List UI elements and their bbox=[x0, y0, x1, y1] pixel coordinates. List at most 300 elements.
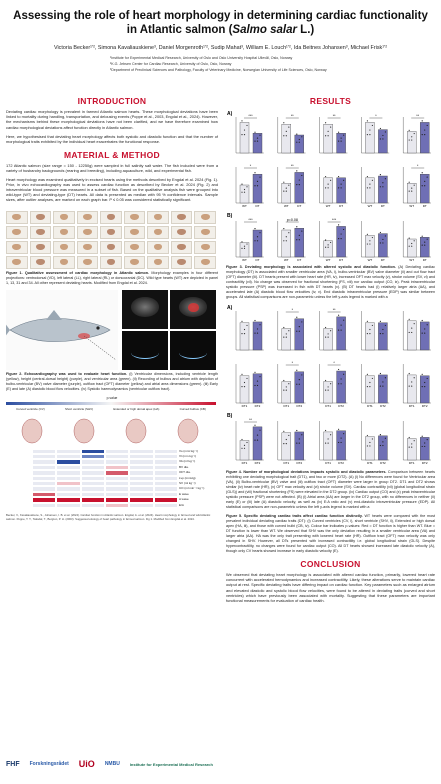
data-point bbox=[254, 385, 255, 386]
methods-heading: MATERIAL & METHOD bbox=[64, 150, 160, 161]
bar-group-1 bbox=[240, 243, 249, 257]
data-point bbox=[259, 376, 260, 377]
data-point bbox=[341, 184, 342, 185]
data-point bbox=[341, 141, 342, 142]
bar-group-2 bbox=[337, 317, 346, 350]
data-point bbox=[301, 175, 302, 176]
group-label: DT1 bbox=[325, 404, 331, 408]
data-point bbox=[246, 186, 247, 187]
data-point bbox=[369, 243, 370, 244]
data-point bbox=[296, 184, 297, 185]
data-point bbox=[338, 369, 339, 370]
data-point bbox=[341, 383, 342, 384]
heart-photo bbox=[6, 256, 28, 269]
data-point bbox=[325, 380, 326, 381]
data-point bbox=[254, 228, 255, 229]
data-point bbox=[259, 176, 260, 177]
figure-5-caption: Figure 5. Specific deviating cardiac traits affect cardiac function distinctly. WT hearts were compared with the most prevalent individual deviating cardiac traits (DT): (i) Curved ventricles (CV, i), short ventricle (SHV, ii), Extended or high dorsal apex (HA, iii), and those with curved bulbi (CB, iv). Colour bar indicates p-values: Red = DT function is higher than WT. Blue = DT function is lower than WT. We observed that SHV was the only deviation resulting in a smaller ventricular area (VA) and larger atria (AA). HA was the only trait presenting with lowered heart rate (HR). Outflow tract (OFT) max velocity was only changed in SHV. However, all DTs presented with increased contractility i.e. global longitudinal strain (GLS). Despite hypercontractility, no changes were found for cardiac output (CO). All DT hearts showed increased late diastolic velocity (A), though only CV hearts showed increase in early diastolic velocity (E). bbox=[226, 514, 435, 553]
data-point bbox=[244, 134, 245, 135]
data-point bbox=[409, 238, 410, 239]
data-point bbox=[296, 134, 297, 135]
heatmap-row-label: Lvp (mmHg) bbox=[179, 475, 196, 480]
data-point bbox=[257, 435, 258, 436]
data-point bbox=[409, 437, 410, 438]
group-label: DT1 bbox=[283, 461, 290, 465]
data-point bbox=[382, 239, 383, 240]
bar-group-2 bbox=[253, 322, 262, 350]
data-point bbox=[411, 139, 412, 140]
data-point bbox=[341, 325, 342, 326]
data-point bbox=[288, 330, 289, 331]
data-point bbox=[338, 442, 339, 443]
echo-panels bbox=[122, 290, 216, 370]
poster-title bbox=[6, 9, 435, 37]
data-point bbox=[424, 185, 425, 186]
data-point bbox=[427, 439, 428, 440]
data-point bbox=[244, 329, 245, 330]
group-label: DT bbox=[422, 258, 427, 262]
bar-group-1 bbox=[324, 382, 333, 403]
bar-group-2 bbox=[337, 133, 346, 153]
data-point bbox=[296, 170, 297, 171]
data-point bbox=[328, 187, 329, 188]
bar-group-2 bbox=[378, 130, 387, 153]
logo-iemr: Institute for Experimental Medical Research bbox=[129, 761, 213, 767]
figure-3-caption: Figure 3. Deviating morphology is associated with altered systolic and diastolic function. (A) Deviating cardiac morphology (DT) is associated with smaller ventricular area (VA, i), bulbo-ventricular (BV) valve diameter (ii) and out flow tract (OFT) diameter (iii). DT hearts present with lower heart rate (HR, iv), increased OFT max velocity (v), stroke volume (SV, vi) and contractility (vii). No change was observed for fractional shortening (FS, viii) nor cardiac output (CO, ix). Peak intraventricular systolic pressure (PSP) was increased in fish with DT hearts (x). (B) DT hearts had (i) relatively larger atria (AA), and accelerated late (A) diastolic blood flow velocities (iv, v). End diastolic intraventricular pressure (EDP) was similar between groups. All statistical comparisons are non-parametric unless the left y-axis legend is marked with a bbox=[226, 265, 436, 299]
data-point bbox=[409, 332, 410, 333]
affiliation-2: ²K.G. Jebsen Center for Cardiac Research, University of Oslo, Oslo, Norway bbox=[110, 62, 232, 66]
heart-photo bbox=[30, 211, 52, 224]
data-point bbox=[385, 377, 386, 378]
data-point bbox=[288, 435, 289, 436]
data-point bbox=[424, 181, 425, 182]
data-point bbox=[296, 317, 297, 318]
right-column bbox=[226, 96, 435, 603]
data-point bbox=[283, 431, 284, 432]
data-point bbox=[241, 333, 242, 334]
data-point bbox=[254, 372, 255, 373]
bar-group-2 bbox=[253, 133, 262, 153]
significance-label: ** bbox=[332, 308, 336, 312]
bar-group-1 bbox=[407, 239, 416, 257]
title-line-2: in Atlantic salmon (Salmo salar L.) bbox=[126, 24, 315, 36]
data-point bbox=[424, 245, 425, 246]
trait-heart-icon bbox=[22, 419, 42, 443]
data-point bbox=[422, 333, 423, 334]
group-label: DT bbox=[255, 258, 260, 262]
references: Becker, V., Kavaliauskiene, S., Johansen, I. B. et al. (2024). Cardiac function in Atlantic salmon. Engdal, A. et al. (2024). Heart morphology in farmed and wild Atlantic salmon. Poppe, T. T., Taksdal, T., Bergtun, P. H. (2003). Suggested etiology of heart pathology in farmed salmon. Fig 1. Modified from Engdal et al. 2024. bbox=[6, 513, 211, 521]
data-point bbox=[241, 241, 242, 242]
significance-label: ** bbox=[290, 164, 294, 168]
logo-bar bbox=[6, 751, 218, 777]
heart-photo bbox=[53, 256, 75, 269]
data-point bbox=[382, 445, 383, 446]
data-point bbox=[299, 331, 300, 332]
intro-paragraph-1: Deviating cardiac morphology is prevalent in farmed Atlantic salmon hearts. These morphological deviations have been linked to mortality during handling, transportation, and delousing events (Poppe et al., 2003, Engdal et al., 2024). However, the mechanisms behind these morphological deviations have not been clarified, and we have therefore examined how cardiac morphological deviations affect function directly in Atlantic salmon. bbox=[6, 109, 218, 130]
figure-4-svg bbox=[226, 303, 435, 470]
significance-label: ** bbox=[332, 114, 336, 118]
trait-heart-icon bbox=[74, 419, 94, 443]
heart-photo bbox=[124, 211, 146, 224]
data-point bbox=[411, 191, 412, 192]
data-point bbox=[380, 333, 381, 334]
bar-group-2 bbox=[253, 427, 262, 460]
heart-photo bbox=[171, 211, 193, 224]
data-point bbox=[330, 383, 331, 384]
data-point bbox=[341, 138, 342, 139]
group-label: DT1 bbox=[408, 461, 415, 465]
heatmap-row-label: SV (ml kg⁻¹) bbox=[179, 481, 196, 486]
data-point bbox=[244, 246, 245, 247]
data-point bbox=[286, 439, 287, 440]
bar-group-1 bbox=[365, 323, 374, 350]
bar-group-1 bbox=[282, 124, 291, 153]
group-label: DT bbox=[297, 258, 302, 262]
bar-group-1 bbox=[324, 178, 333, 203]
significance-label: * bbox=[333, 361, 335, 365]
significance-label: *** bbox=[248, 114, 253, 118]
data-point bbox=[382, 186, 383, 187]
data-point bbox=[299, 384, 300, 385]
logo-forskningsradet: Forskningsrådet bbox=[29, 761, 69, 767]
significance-label: * bbox=[375, 114, 377, 118]
significance-label: * bbox=[249, 164, 252, 168]
heatmap-row-label: A wave bbox=[179, 497, 189, 502]
data-point bbox=[369, 240, 370, 241]
group-label: DT1 bbox=[325, 461, 331, 465]
panel-label-b: B) bbox=[227, 413, 233, 419]
data-point bbox=[241, 374, 242, 375]
data-point bbox=[325, 443, 326, 444]
group-label: DT2 bbox=[421, 404, 428, 408]
data-point bbox=[338, 132, 339, 133]
data-point bbox=[244, 192, 245, 193]
data-point bbox=[422, 236, 423, 237]
group-label: DT2 bbox=[421, 461, 428, 465]
group-label: DT1 bbox=[241, 461, 248, 465]
data-point bbox=[254, 440, 255, 441]
data-point bbox=[257, 333, 258, 334]
data-point bbox=[338, 238, 339, 239]
data-point bbox=[241, 134, 242, 135]
heatmap-row-label: BV dia. bbox=[179, 464, 189, 469]
bar-group-1 bbox=[407, 439, 416, 460]
group-label: DT1 bbox=[283, 404, 290, 408]
data-point bbox=[328, 333, 329, 334]
heatmap-row-label: VA (ml kg⁻¹) bbox=[179, 459, 196, 464]
bar-group-1 bbox=[324, 124, 333, 153]
data-point bbox=[382, 138, 383, 139]
data-point bbox=[299, 443, 300, 444]
data-point bbox=[411, 332, 412, 333]
data-point bbox=[343, 320, 344, 321]
data-point bbox=[409, 246, 410, 247]
data-point bbox=[244, 386, 245, 387]
data-point bbox=[411, 243, 412, 244]
data-point bbox=[380, 242, 381, 243]
data-point bbox=[254, 172, 255, 173]
heart-photo bbox=[6, 226, 28, 239]
trait-heart-icon bbox=[126, 419, 146, 443]
significance-label: *** bbox=[331, 218, 337, 222]
data-point bbox=[283, 390, 284, 391]
data-point bbox=[325, 176, 326, 177]
significance-label: ** bbox=[249, 418, 252, 422]
data-point bbox=[380, 174, 381, 175]
heart-photo bbox=[124, 226, 146, 239]
figure-2-echocardiography bbox=[6, 290, 216, 370]
heart-photo bbox=[30, 241, 52, 254]
logo-uio: UiO bbox=[78, 759, 95, 769]
figure-1-heart-photos bbox=[6, 211, 216, 269]
data-point bbox=[385, 325, 386, 326]
bar-group-1 bbox=[240, 323, 249, 350]
heart-photo bbox=[77, 226, 99, 239]
bar-group-1 bbox=[282, 329, 291, 350]
bar-group-1 bbox=[324, 241, 333, 257]
data-point bbox=[338, 187, 339, 188]
data-point bbox=[427, 239, 428, 240]
data-point bbox=[369, 329, 370, 330]
data-point bbox=[288, 126, 289, 127]
bar-group-2 bbox=[420, 322, 429, 350]
data-point bbox=[299, 326, 300, 327]
data-point bbox=[382, 329, 383, 330]
conclusion-heading: CONCLUSION bbox=[300, 559, 361, 569]
data-point bbox=[296, 443, 297, 444]
data-point bbox=[257, 380, 258, 381]
heart-photo bbox=[30, 256, 52, 269]
data-point bbox=[380, 434, 381, 435]
bar-group-2 bbox=[295, 228, 304, 257]
data-point bbox=[409, 182, 410, 183]
heart-photo bbox=[147, 226, 169, 239]
data-point bbox=[427, 125, 428, 126]
data-point bbox=[367, 134, 368, 135]
data-point bbox=[380, 128, 381, 129]
data-point bbox=[380, 138, 381, 139]
bar-group-2 bbox=[253, 374, 262, 403]
data-point bbox=[367, 234, 368, 235]
data-point bbox=[369, 129, 370, 130]
bar-group-1 bbox=[282, 433, 291, 460]
figure-1-caption: Figure 1. Qualitative assessment of cardiac morphology in Atlantic salmon. Morphology examples in four different projections: ventrodorsal (VD), left lateral (LL), right lateral (RL) or dorsocranial (DC). Wild type hearts (WT) are depicted in panel 1, 13, 31 and 34. All other represent deviating hearts. Modified from Engdal et al. 2024. bbox=[6, 270, 219, 285]
heart-photo bbox=[171, 256, 193, 269]
heatmap-row-label: OFT dia. bbox=[179, 470, 191, 475]
data-point bbox=[343, 374, 344, 375]
heart-photo bbox=[53, 241, 75, 254]
data-point bbox=[246, 442, 247, 443]
bar-group-2 bbox=[337, 431, 346, 460]
data-point bbox=[241, 448, 242, 449]
heart-photo bbox=[77, 241, 99, 254]
bar-group-1 bbox=[365, 178, 374, 203]
data-point bbox=[246, 325, 247, 326]
significance-label: p=0.08 bbox=[286, 218, 298, 222]
bar-group-2 bbox=[295, 372, 304, 403]
bar-group-1 bbox=[365, 122, 374, 153]
bar-group-2 bbox=[295, 172, 304, 203]
group-label: WT bbox=[409, 258, 415, 262]
affiliation-3: ³Department of Preclinical Sciences and Pathology, Faculty of Veterinary Medicine, Norwegian University of Life Sciences, Oslo, Norway bbox=[110, 68, 327, 72]
data-point bbox=[328, 386, 329, 387]
data-point bbox=[380, 445, 381, 446]
data-point bbox=[301, 321, 302, 322]
group-label: DT bbox=[380, 258, 385, 262]
logo-nmbu: NMBU bbox=[104, 761, 120, 767]
data-point bbox=[411, 136, 412, 137]
data-point bbox=[367, 374, 368, 375]
data-point bbox=[246, 125, 247, 126]
data-point bbox=[414, 377, 415, 378]
data-point bbox=[367, 435, 368, 436]
data-point bbox=[338, 383, 339, 384]
data-point bbox=[296, 331, 297, 332]
data-point bbox=[369, 187, 370, 188]
data-point bbox=[385, 438, 386, 439]
data-point bbox=[257, 181, 258, 182]
data-point bbox=[244, 382, 245, 383]
data-point bbox=[369, 386, 370, 387]
heart-photo bbox=[171, 241, 193, 254]
data-point bbox=[411, 327, 412, 328]
heart-photo bbox=[53, 226, 75, 239]
data-point bbox=[338, 141, 339, 142]
data-point bbox=[288, 383, 289, 384]
data-point bbox=[367, 321, 368, 322]
figure-2-caption: Figure 2. Echocardiography was used to evaluate heart function. (i) Ventricular dimensions, including ventricle length (yellow), height (central-dorsal height) (purple), and ventricular area (green). (ii) Recording of bulbus and atrium with depiction of bulbo-ventricular (BV) valve diameter (purple), outflow tract (OFT) diameter (yellow) and atrial area dimensions (green). (iii) Early (E) and late (A) diastolic blood flow velocities. (iv) Systolic haemodynamics (ventricular outflow tract). bbox=[6, 371, 218, 391]
data-point bbox=[325, 327, 326, 328]
data-point bbox=[424, 442, 425, 443]
p-value-label: p-value bbox=[106, 395, 118, 400]
data-point bbox=[286, 240, 287, 241]
data-point bbox=[372, 237, 373, 238]
data-point bbox=[325, 239, 326, 240]
data-point bbox=[259, 135, 260, 136]
data-point bbox=[409, 373, 410, 374]
data-point bbox=[259, 430, 260, 431]
data-point bbox=[254, 185, 255, 186]
data-point bbox=[411, 447, 412, 448]
trait-label-cv: Curved ventricle (CV) bbox=[16, 406, 45, 411]
trait-heart-icon bbox=[178, 419, 198, 443]
data-point bbox=[286, 188, 287, 189]
data-point bbox=[380, 373, 381, 374]
data-point bbox=[301, 374, 302, 375]
data-point bbox=[328, 135, 329, 136]
bar-group-2 bbox=[420, 174, 429, 203]
data-point bbox=[259, 324, 260, 325]
data-point bbox=[241, 321, 242, 322]
data-point bbox=[422, 320, 423, 321]
data-point bbox=[422, 185, 423, 186]
data-point bbox=[422, 120, 423, 121]
bar-group-2 bbox=[337, 178, 346, 203]
heart-photo bbox=[194, 226, 216, 239]
data-point bbox=[343, 229, 344, 230]
bar-group-2 bbox=[378, 323, 387, 350]
figure-3-charts bbox=[226, 109, 435, 265]
salmon-illustration bbox=[6, 290, 118, 370]
bar-group-2 bbox=[420, 437, 429, 460]
bar-group-2 bbox=[295, 319, 304, 350]
group-label: WT bbox=[325, 258, 331, 262]
data-point bbox=[283, 240, 284, 241]
data-point bbox=[367, 187, 368, 188]
data-point bbox=[325, 187, 326, 188]
heatmap-row-label: Vl (mm kg⁻¹) bbox=[179, 454, 197, 459]
data-point bbox=[427, 378, 428, 379]
significance-label: ** bbox=[416, 114, 420, 118]
bar-group-2 bbox=[420, 122, 429, 153]
heart-photo bbox=[6, 211, 28, 224]
data-point bbox=[296, 430, 297, 431]
data-point bbox=[283, 327, 284, 328]
p-value-color-bar bbox=[6, 402, 216, 405]
heart-photo bbox=[194, 241, 216, 254]
heatmap-cell bbox=[129, 503, 153, 508]
bar-group-2 bbox=[337, 371, 346, 403]
data-point bbox=[286, 333, 287, 334]
figure-4-charts bbox=[226, 303, 435, 470]
group-label: WT bbox=[283, 204, 289, 208]
data-point bbox=[244, 333, 245, 334]
data-point bbox=[241, 439, 242, 440]
heart-photo bbox=[6, 241, 28, 254]
data-point bbox=[422, 134, 423, 135]
data-point bbox=[427, 176, 428, 177]
data-point bbox=[328, 131, 329, 132]
data-point bbox=[257, 236, 258, 237]
heart-photo bbox=[77, 256, 99, 269]
data-point bbox=[296, 239, 297, 240]
title-line-1: Assessing the role of heart morphology in determining cardiac functionality bbox=[13, 10, 428, 22]
data-point bbox=[382, 381, 383, 382]
significance-label: * bbox=[416, 164, 419, 168]
heart-photo bbox=[171, 226, 193, 239]
data-point bbox=[244, 189, 245, 190]
heatmap-cell bbox=[32, 503, 56, 508]
heart-photo bbox=[100, 241, 122, 254]
heart-photo bbox=[77, 211, 99, 224]
data-point bbox=[343, 433, 344, 434]
data-point bbox=[367, 386, 368, 387]
significance-label: * bbox=[291, 308, 294, 312]
echo-panel-diastolic-flow bbox=[122, 331, 168, 370]
data-point bbox=[409, 447, 410, 448]
data-point bbox=[301, 434, 302, 435]
data-point bbox=[286, 390, 287, 391]
data-point bbox=[422, 374, 423, 375]
group-label: DT2 bbox=[296, 404, 303, 408]
data-point bbox=[367, 243, 368, 244]
data-point bbox=[296, 370, 297, 371]
data-point bbox=[424, 446, 425, 447]
data-point bbox=[380, 321, 381, 322]
intro-heading: INTRODUCTION bbox=[77, 96, 147, 106]
data-point bbox=[338, 224, 339, 225]
methods-paragraph-1: 172 Atlantic salmon (size range = 150 - 12250g) were sampled in full salinity salt water. The fish included were from a variety of husbandry backgrounds (rearing and breeding), including aquaculture, wild, and experimental fish. bbox=[6, 163, 218, 174]
data-point bbox=[369, 184, 370, 185]
data-point bbox=[424, 386, 425, 387]
bar-group-2 bbox=[295, 432, 304, 460]
heatmap-row-label: E/A bbox=[179, 502, 184, 507]
data-point bbox=[414, 323, 415, 324]
heart-photo bbox=[124, 241, 146, 254]
heart-photo bbox=[194, 211, 216, 224]
data-point bbox=[369, 442, 370, 443]
data-point bbox=[254, 425, 255, 426]
